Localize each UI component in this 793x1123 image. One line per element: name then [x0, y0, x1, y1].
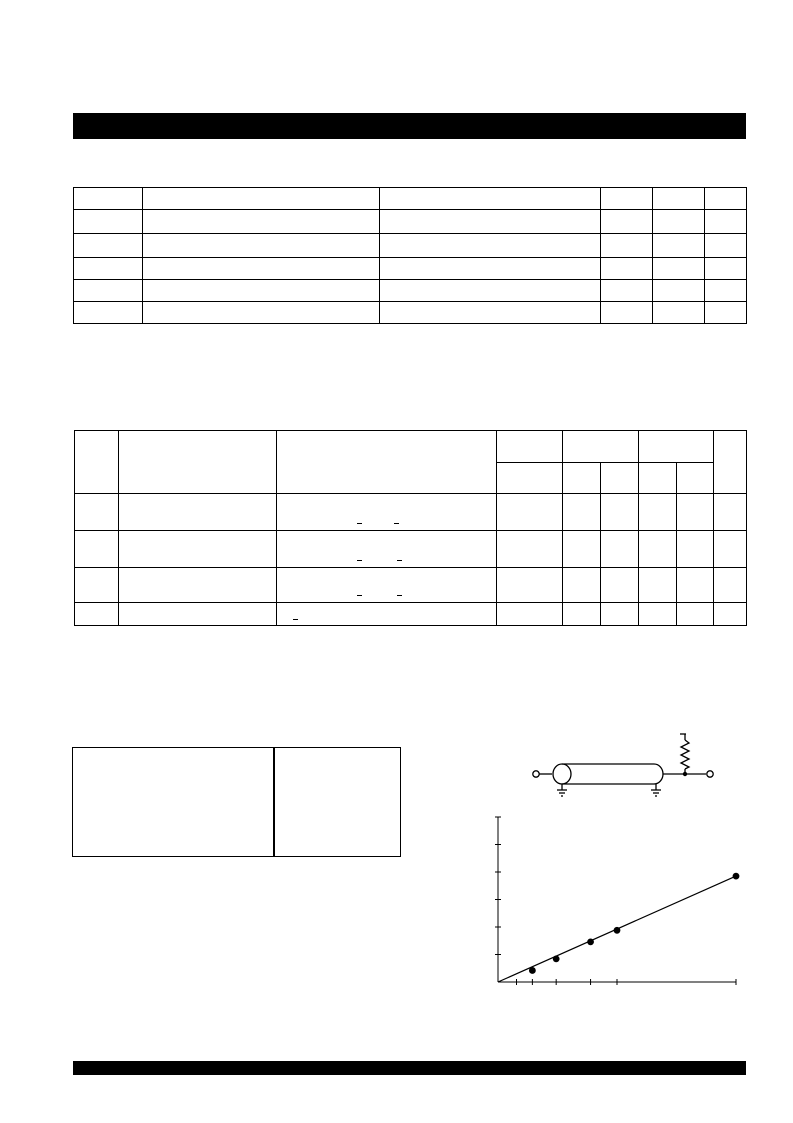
data-point	[587, 938, 594, 945]
table-cell	[74, 188, 143, 210]
header-cell	[75, 431, 119, 494]
subheader-cell	[677, 463, 714, 494]
underline-mark	[293, 619, 298, 620]
output-terminal	[707, 771, 713, 777]
table-cell	[705, 258, 747, 280]
characteristics-table	[74, 430, 747, 626]
table-cell	[119, 603, 277, 626]
table-row	[74, 302, 747, 324]
header-cell	[497, 431, 563, 463]
table-cell	[677, 494, 714, 531]
coax-cable-end	[553, 764, 571, 784]
condition-cell	[277, 568, 497, 603]
table-cell	[380, 188, 601, 210]
table-header-row	[75, 431, 747, 463]
scatter-chart	[460, 805, 760, 1005]
table-cell	[705, 280, 747, 302]
table-cell	[119, 568, 277, 603]
table-cell	[380, 258, 601, 280]
table-cell	[143, 234, 380, 258]
underline-mark	[357, 595, 362, 596]
table-cell	[714, 531, 747, 568]
coax-cable	[562, 764, 663, 784]
subheader-cell	[639, 463, 677, 494]
table-cell	[74, 280, 143, 302]
table-row	[75, 494, 747, 531]
subheader-cell	[497, 463, 563, 494]
table-cell	[601, 302, 653, 324]
table-cell	[75, 531, 119, 568]
table-cell	[639, 494, 677, 531]
table-row	[74, 234, 747, 258]
table-row	[75, 531, 747, 568]
subheader-cell	[601, 463, 639, 494]
table-cell	[380, 302, 601, 324]
table-cell	[143, 188, 380, 210]
header-cell	[277, 431, 497, 494]
table-cell	[601, 603, 639, 626]
info-box	[72, 747, 401, 857]
table-cell	[497, 494, 563, 531]
table-cell	[653, 280, 705, 302]
table-cell	[563, 531, 601, 568]
header-cell	[639, 431, 714, 463]
table-cell	[601, 188, 653, 210]
data-point	[529, 967, 536, 974]
table-row	[74, 280, 747, 302]
footer-bar	[73, 1061, 746, 1075]
table-row	[74, 258, 747, 280]
header-bar	[73, 113, 746, 139]
table-cell	[714, 568, 747, 603]
subheader-cell	[563, 463, 601, 494]
header-cell	[119, 431, 277, 494]
condition-cell	[277, 603, 497, 626]
table-cell	[705, 188, 747, 210]
condition-cell	[277, 531, 497, 568]
table-cell	[714, 494, 747, 531]
table-row	[75, 568, 747, 603]
table-cell	[653, 258, 705, 280]
table-cell	[380, 280, 601, 302]
table-cell	[497, 603, 563, 626]
underline-mark	[357, 560, 362, 561]
table-cell	[653, 210, 705, 234]
header-cell	[563, 431, 639, 463]
table-cell	[653, 234, 705, 258]
resistor-zigzag	[681, 740, 689, 769]
table-row	[74, 210, 747, 234]
table-cell	[714, 603, 747, 626]
table-cell	[380, 210, 601, 234]
table-cell	[380, 234, 601, 258]
table-cell	[119, 531, 277, 568]
data-point	[733, 873, 740, 880]
table-cell	[677, 531, 714, 568]
table-cell	[74, 234, 143, 258]
table-cell	[563, 568, 601, 603]
table-cell	[653, 188, 705, 210]
table-cell	[677, 603, 714, 626]
condition-cell	[277, 494, 497, 531]
table-cell	[497, 531, 563, 568]
header-title	[73, 119, 81, 133]
table-row	[75, 603, 747, 626]
table-cell	[74, 302, 143, 324]
junction-dot	[683, 772, 687, 776]
table-cell	[639, 531, 677, 568]
table-cell	[75, 494, 119, 531]
table-cell	[563, 494, 601, 531]
table-cell	[705, 234, 747, 258]
table-cell	[143, 302, 380, 324]
underline-mark	[357, 523, 362, 524]
spec-table	[73, 187, 747, 324]
table-cell	[601, 258, 653, 280]
table-cell	[601, 234, 653, 258]
table-cell	[74, 258, 143, 280]
circuit-schematic	[520, 728, 720, 803]
table-cell	[601, 531, 639, 568]
table-cell	[75, 603, 119, 626]
input-terminal	[533, 771, 539, 777]
header-cell	[714, 431, 747, 494]
table-cell	[143, 210, 380, 234]
table-cell	[601, 568, 639, 603]
table-cell	[119, 494, 277, 531]
table-cell	[143, 258, 380, 280]
table-cell	[677, 568, 714, 603]
table-cell	[653, 302, 705, 324]
table-row	[74, 188, 747, 210]
table-cell	[143, 280, 380, 302]
table-cell	[601, 280, 653, 302]
table-cell	[639, 603, 677, 626]
underline-mark	[394, 523, 399, 524]
footer-text	[73, 1067, 81, 1081]
table-cell	[75, 568, 119, 603]
table-cell	[601, 210, 653, 234]
box-divider	[273, 748, 275, 856]
data-point	[553, 956, 560, 963]
table-cell	[563, 603, 601, 626]
underline-mark	[397, 595, 402, 596]
table-cell	[639, 568, 677, 603]
table-cell	[705, 302, 747, 324]
table-cell	[601, 494, 639, 531]
data-point	[614, 927, 621, 934]
table-cell	[497, 568, 563, 603]
table-cell	[74, 210, 143, 234]
table-cell	[705, 210, 747, 234]
underline-mark	[397, 560, 402, 561]
